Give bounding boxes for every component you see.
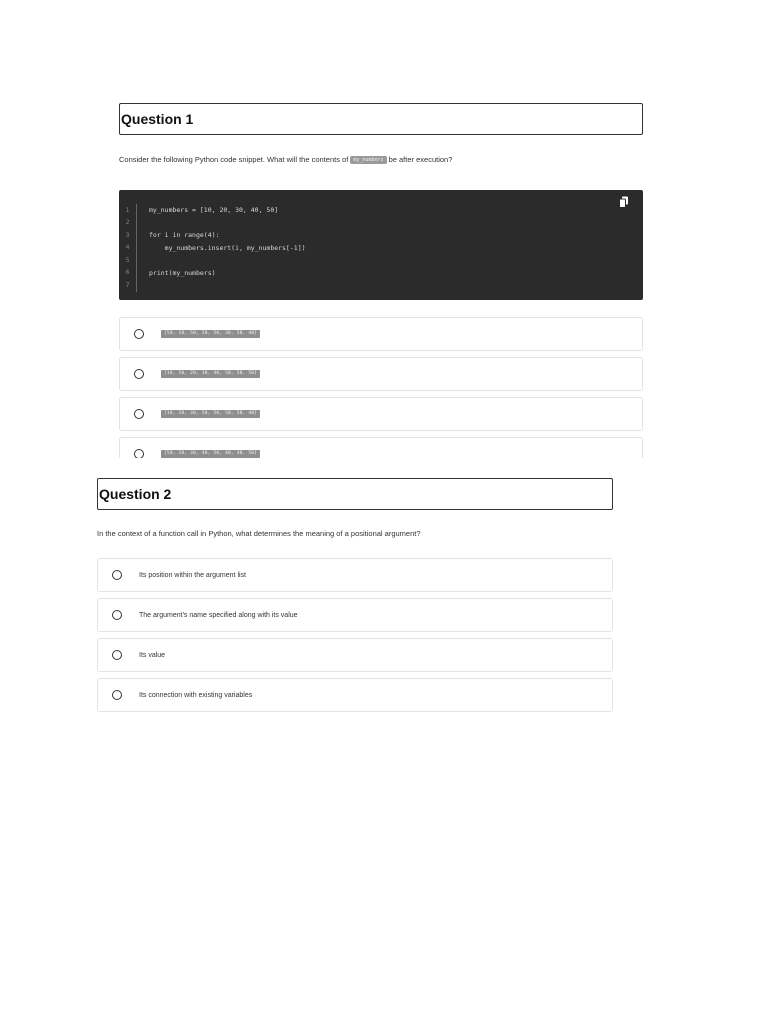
line-number: 4 [119,242,137,255]
radio-button[interactable] [112,650,122,660]
code-line [119,254,643,267]
option-code: [10, 20, 30, 50, 50, 50, 50, 40] [161,410,260,418]
radio-button[interactable] [112,570,122,580]
line-number: 2 [119,217,137,230]
copy-icon[interactable] [619,196,629,208]
answer-option[interactable] [119,437,643,458]
question-title: Question 1 [119,103,643,135]
radio-button[interactable] [112,610,122,620]
question-title: Question 2 [97,478,613,510]
code-text: my_numbers = [10, 20, 30, 40, 50] [149,206,279,215]
radio-button[interactable] [112,690,122,700]
radio-button[interactable] [134,329,144,339]
option-code: [50, 20, 30, 40, 50, 40, 40, 50] [161,450,260,458]
radio-button[interactable] [134,369,144,379]
answer-option[interactable] [119,357,643,391]
code-block [119,190,643,300]
code-line [119,217,643,230]
inline-code: my_numbers [350,156,386,164]
option-label: The argument's name specified along with its value [139,611,298,619]
prompt-text-after: be after execution? [386,155,453,164]
question-1-block [119,103,643,458]
question-prompt: In the context of a function call in Python, what determines the meaning of a positional argument? [97,529,421,538]
option-code: [10, 50, 20, 30, 40, 50, 50, 50] [161,370,260,378]
code-text: for i in range(4): [149,231,220,240]
code-line [119,229,643,242]
question-prompt [119,155,643,165]
answer-option[interactable] [119,397,643,431]
prompt-text-before: Consider the following Python code snippet. What will the contents of [119,155,351,164]
line-number: 1 [119,204,137,217]
option-label: Its connection with existing variables [139,691,253,699]
line-number: 6 [119,267,137,280]
code-text: my_numbers.insert(i, my_numbers[-1]) [149,243,306,252]
radio-button[interactable] [134,449,144,458]
option-label: Its value [139,651,166,659]
line-number: 3 [119,229,137,242]
radio-button[interactable] [134,409,144,419]
answer-option[interactable] [97,638,613,672]
answer-option[interactable] [97,678,613,712]
answer-option[interactable] [97,558,613,592]
line-number: 5 [119,254,137,267]
answer-option[interactable] [97,598,613,632]
code-line [119,267,643,280]
answer-option[interactable] [119,317,643,351]
answer-options [119,317,643,458]
code-line [119,279,643,292]
answer-options [97,558,613,712]
code-text: print(my_numbers) [149,268,216,277]
line-number: 7 [119,279,137,292]
code-line [119,204,643,217]
code-line [119,242,643,255]
option-code: [50, 10, 50, 20, 50, 30, 50, 40] [161,330,260,338]
option-label: Its position within the argument list [139,571,246,579]
question-2-block [97,478,613,718]
